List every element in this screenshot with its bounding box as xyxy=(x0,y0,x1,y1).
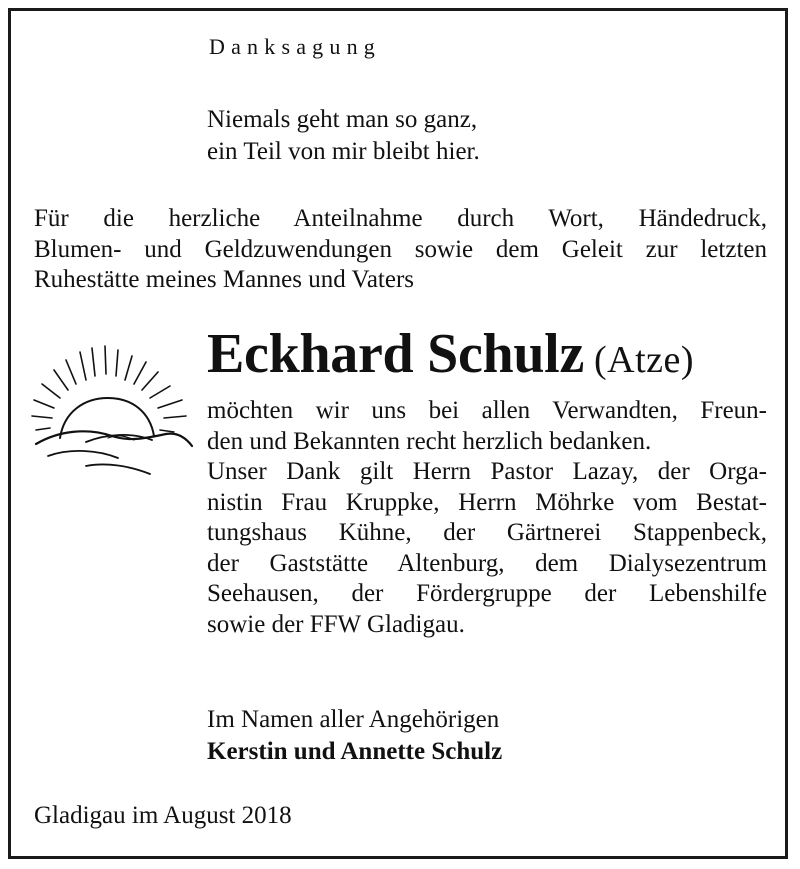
intro-line: Für die herzliche Anteilnahme durch Wort, Händedruck, xyxy=(34,205,767,232)
thanks-line: tungshaus Kühne, der Gärtnerei Stappenbeck, xyxy=(207,519,767,546)
poem xyxy=(207,104,480,168)
deceased-name xyxy=(207,323,695,385)
intro-paragraph xyxy=(34,204,767,296)
signatories: Kerstin und Annette Schulz xyxy=(207,738,503,765)
poem-line: ein Teil von mir bleibt hier. xyxy=(207,138,480,165)
thanks-line: Seehausen, der Fördergruppe der Lebenshilfe xyxy=(207,580,767,607)
notice-heading: Danksagung xyxy=(209,34,381,59)
poem-line: Niemals geht man so ganz, xyxy=(207,106,478,133)
thanks-paragraph xyxy=(207,396,767,640)
thanks-line: Unser Dank gilt Herrn Pastor Lazay, der Orga- xyxy=(207,458,767,485)
place-date: Gladigau im August 2018 xyxy=(34,802,292,829)
thanks-line: den und Bekannten recht herzlich bedanken. xyxy=(207,427,652,455)
thanks-line: möchten wir uns bei allen Verwandten, Freun- xyxy=(207,397,767,424)
thanks-line: der Gaststätte Altenburg, dem Dialysezentrum xyxy=(207,549,767,577)
deceased-nickname: (Atze) xyxy=(594,339,695,381)
deceased-name-text: Eckhard Schulz xyxy=(207,323,584,385)
intro-line: Ruhestätte meines Mannes und Vaters xyxy=(34,266,415,293)
signoff-line: Im Namen aller Angehörigen xyxy=(207,706,500,733)
signoff xyxy=(207,704,502,768)
thanks-line: sowie der FFW Gladigau. xyxy=(207,610,465,638)
rising-sun-over-hills-icon xyxy=(26,342,196,484)
intro-line: Blumen- und Geldzuwendungen sowie dem Geleit zur letzten xyxy=(34,235,767,263)
thanks-line: nistin Frau Kruppke, Herrn Möhrke vom Bestat- xyxy=(207,488,767,516)
